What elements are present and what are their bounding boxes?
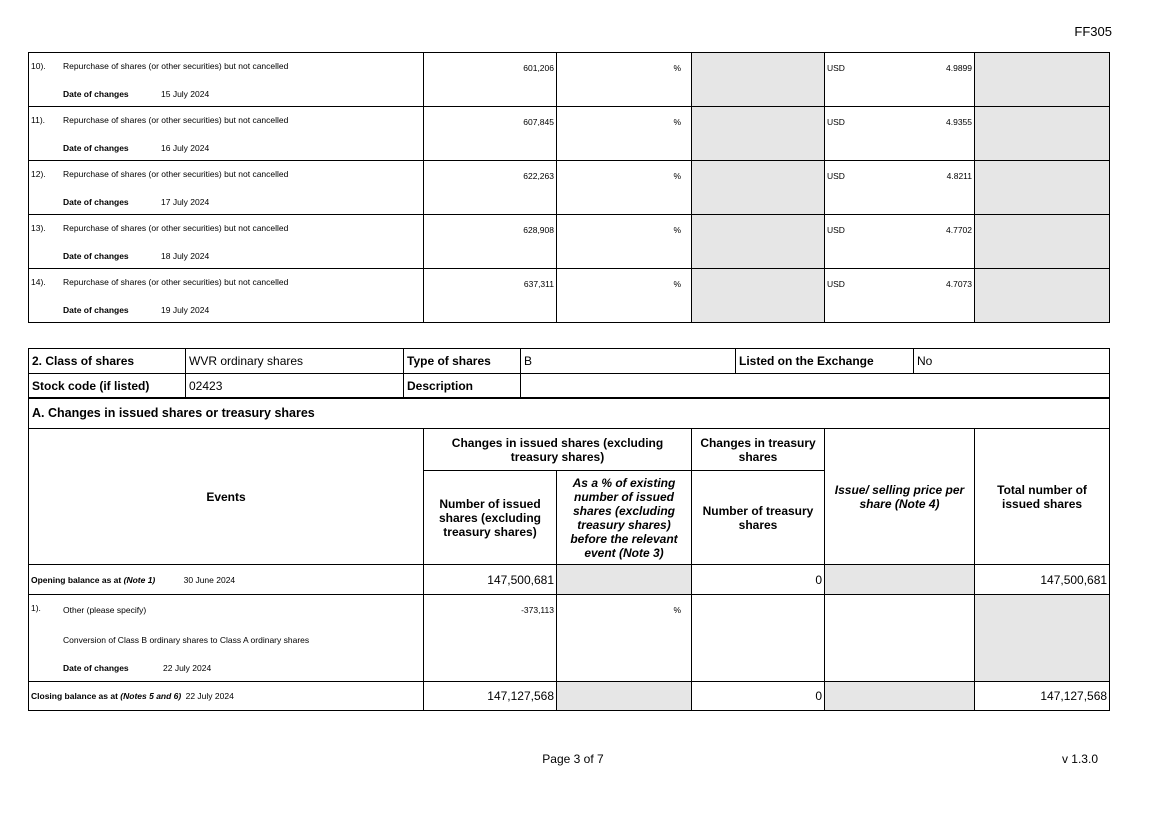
event-1-date-label: Date of changes [63, 663, 129, 673]
pct-value: % [673, 225, 681, 235]
repurchase-row [29, 215, 1110, 269]
repurchase-row [29, 53, 1110, 107]
pct-value: % [673, 63, 681, 73]
event-1-issued: -373,113 [521, 605, 554, 615]
opening-note: (Note 1) [123, 574, 156, 585]
pct-cell [557, 269, 692, 323]
stock-code-value: 02423 [186, 374, 404, 399]
event-cell [29, 161, 424, 215]
price-cell [825, 161, 975, 215]
repurchase-table [28, 52, 1110, 323]
event-num: 13). [31, 223, 46, 233]
event-1-treasury-cell [692, 595, 825, 682]
price-value: 4.9355 [946, 117, 972, 127]
treasury-group-header: Changes in treasury shares [692, 429, 825, 471]
event-type: Repurchase of shares (or other securities) but not cancelled [63, 169, 289, 179]
currency: USD [827, 117, 845, 127]
opening-date: 30 June 2024 [183, 574, 236, 585]
event-date: 19 July 2024 [161, 305, 210, 315]
date-label: Date of changes [63, 251, 129, 261]
version: v 1.3.0 [1061, 752, 1098, 766]
price-cell [825, 269, 975, 323]
treasury-cell [692, 161, 825, 215]
event-cell [29, 107, 424, 161]
repurchase-row [29, 107, 1110, 161]
event-type: Repurchase of shares (or other securities) but not cancelled [63, 115, 289, 125]
date-label: Date of changes [63, 197, 129, 207]
closing-date: 22 July 2024 [185, 691, 234, 701]
price-value: 4.7073 [946, 279, 972, 289]
shares-cell [424, 269, 557, 323]
opening-total: 147,500,681 [975, 565, 1110, 595]
closing-balance-cell [29, 682, 424, 711]
shares-value: 628,908 [523, 225, 554, 235]
description-label: Description [404, 374, 521, 399]
type-label: Type of shares [404, 349, 521, 374]
price-value: 4.8211 [946, 171, 972, 181]
listed-label: Listed on the Exchange [736, 349, 914, 374]
event-1-cell [29, 595, 424, 682]
treasury-cell [692, 53, 825, 107]
date-label: Date of changes [63, 89, 129, 99]
event-num: 14). [31, 277, 46, 287]
closing-price-cell [825, 682, 975, 711]
events-header: Events [29, 429, 424, 565]
event-date: 18 July 2024 [161, 251, 210, 261]
class-label: 2. Class of shares [29, 349, 186, 374]
date-label: Date of changes [63, 305, 129, 315]
event-type: Repurchase of shares (or other securities) but not cancelled [63, 61, 289, 71]
event-1-desc: Conversion of Class B ordinary shares to Class A ordinary shares [63, 635, 310, 645]
treasury-cell [692, 269, 825, 323]
pct-cell [557, 53, 692, 107]
description-value [521, 374, 1110, 399]
price-value: 4.7702 [946, 225, 972, 235]
pct-existing-header: As a % of existing number of issued shares (excluding treasury shares) before the relevant event (Note 3) [557, 471, 692, 565]
class-value: WVR ordinary shares [186, 349, 404, 374]
pct-value: % [673, 279, 681, 289]
price-header: Issue/ selling price per share (Note 4) [825, 429, 975, 565]
total-cell [975, 53, 1110, 107]
total-cell [975, 107, 1110, 161]
shares-cell [424, 161, 557, 215]
page-number: Page 3 of 7 [542, 752, 604, 766]
event-1-pct-cell [557, 595, 692, 682]
event-1-num: 1). [31, 603, 41, 613]
pct-cell [557, 161, 692, 215]
form-code: FF305 [1074, 24, 1112, 39]
event-num: 12). [31, 169, 46, 179]
closing-note: (Notes 5 and 6) [120, 691, 182, 701]
currency: USD [827, 63, 845, 73]
event-num: 10). [31, 61, 46, 71]
total-cell [975, 215, 1110, 269]
treasury-cell [692, 215, 825, 269]
total-header: Total number of issued shares [975, 429, 1110, 565]
event-1-total-cell [975, 595, 1110, 682]
pct-value: % [673, 171, 681, 181]
treasury-cell [692, 107, 825, 161]
shares-value: 607,845 [523, 117, 554, 127]
shares-value: 601,206 [523, 63, 554, 73]
total-cell [975, 161, 1110, 215]
event-type: Repurchase of shares (or other securities) but not cancelled [63, 277, 289, 287]
opening-label: Opening balance as at [31, 574, 122, 585]
event-1-date: 22 July 2024 [163, 663, 212, 673]
event-date: 16 July 2024 [161, 143, 210, 153]
shares-cell [424, 53, 557, 107]
event-1-issued-cell [424, 595, 557, 682]
num-treasury-header: Number of treasury shares [692, 471, 825, 565]
closing-total: 147,127,568 [975, 682, 1110, 711]
event-1-type: Other (please specify) [63, 605, 147, 615]
opening-issued: 147,500,681 [424, 565, 557, 595]
opening-treasury: 0 [692, 565, 825, 595]
event-1-price-cell [825, 595, 975, 682]
price-cell [825, 53, 975, 107]
event-cell [29, 215, 424, 269]
currency: USD [827, 225, 845, 235]
opening-pct-cell [557, 565, 692, 595]
shares-cell [424, 107, 557, 161]
shares-cell [424, 215, 557, 269]
issued-group-header: Changes in issued shares (excluding treasury shares) [424, 429, 692, 471]
num-issued-header: Number of issued shares (excluding treasury shares) [424, 471, 557, 565]
class-info-table [28, 348, 1110, 399]
currency: USD [827, 279, 845, 289]
event-cell [29, 53, 424, 107]
shares-value: 637,311 [523, 279, 554, 289]
price-cell [825, 215, 975, 269]
stock-code-label: Stock code (if listed) [29, 374, 186, 399]
currency: USD [827, 171, 845, 181]
total-cell [975, 269, 1110, 323]
opening-price-cell [825, 565, 975, 595]
type-value: B [521, 349, 736, 374]
closing-issued: 147,127,568 [424, 682, 557, 711]
event-cell [29, 269, 424, 323]
opening-balance-cell [29, 565, 424, 595]
event-date: 15 July 2024 [161, 89, 210, 99]
listed-value: No [914, 349, 1110, 374]
event-num: 11). [31, 115, 46, 125]
price-value: 4.9899 [946, 63, 972, 73]
closing-label: Closing balance as at [31, 691, 118, 701]
event-date: 17 July 2024 [161, 197, 210, 207]
closing-treasury: 0 [692, 682, 825, 711]
pct-cell [557, 215, 692, 269]
repurchase-row [29, 161, 1110, 215]
pct-cell [557, 107, 692, 161]
price-cell [825, 107, 975, 161]
event-type: Repurchase of shares (or other securities) but not cancelled [63, 223, 289, 233]
pct-value: % [673, 117, 681, 127]
shares-value: 622,263 [523, 171, 554, 181]
closing-pct-cell [557, 682, 692, 711]
date-label: Date of changes [63, 143, 129, 153]
section-a-title: A. Changes in issued shares or treasury shares [29, 398, 1110, 429]
repurchase-row [29, 269, 1110, 323]
event-1-pct: % [673, 605, 681, 615]
changes-table [28, 397, 1110, 711]
